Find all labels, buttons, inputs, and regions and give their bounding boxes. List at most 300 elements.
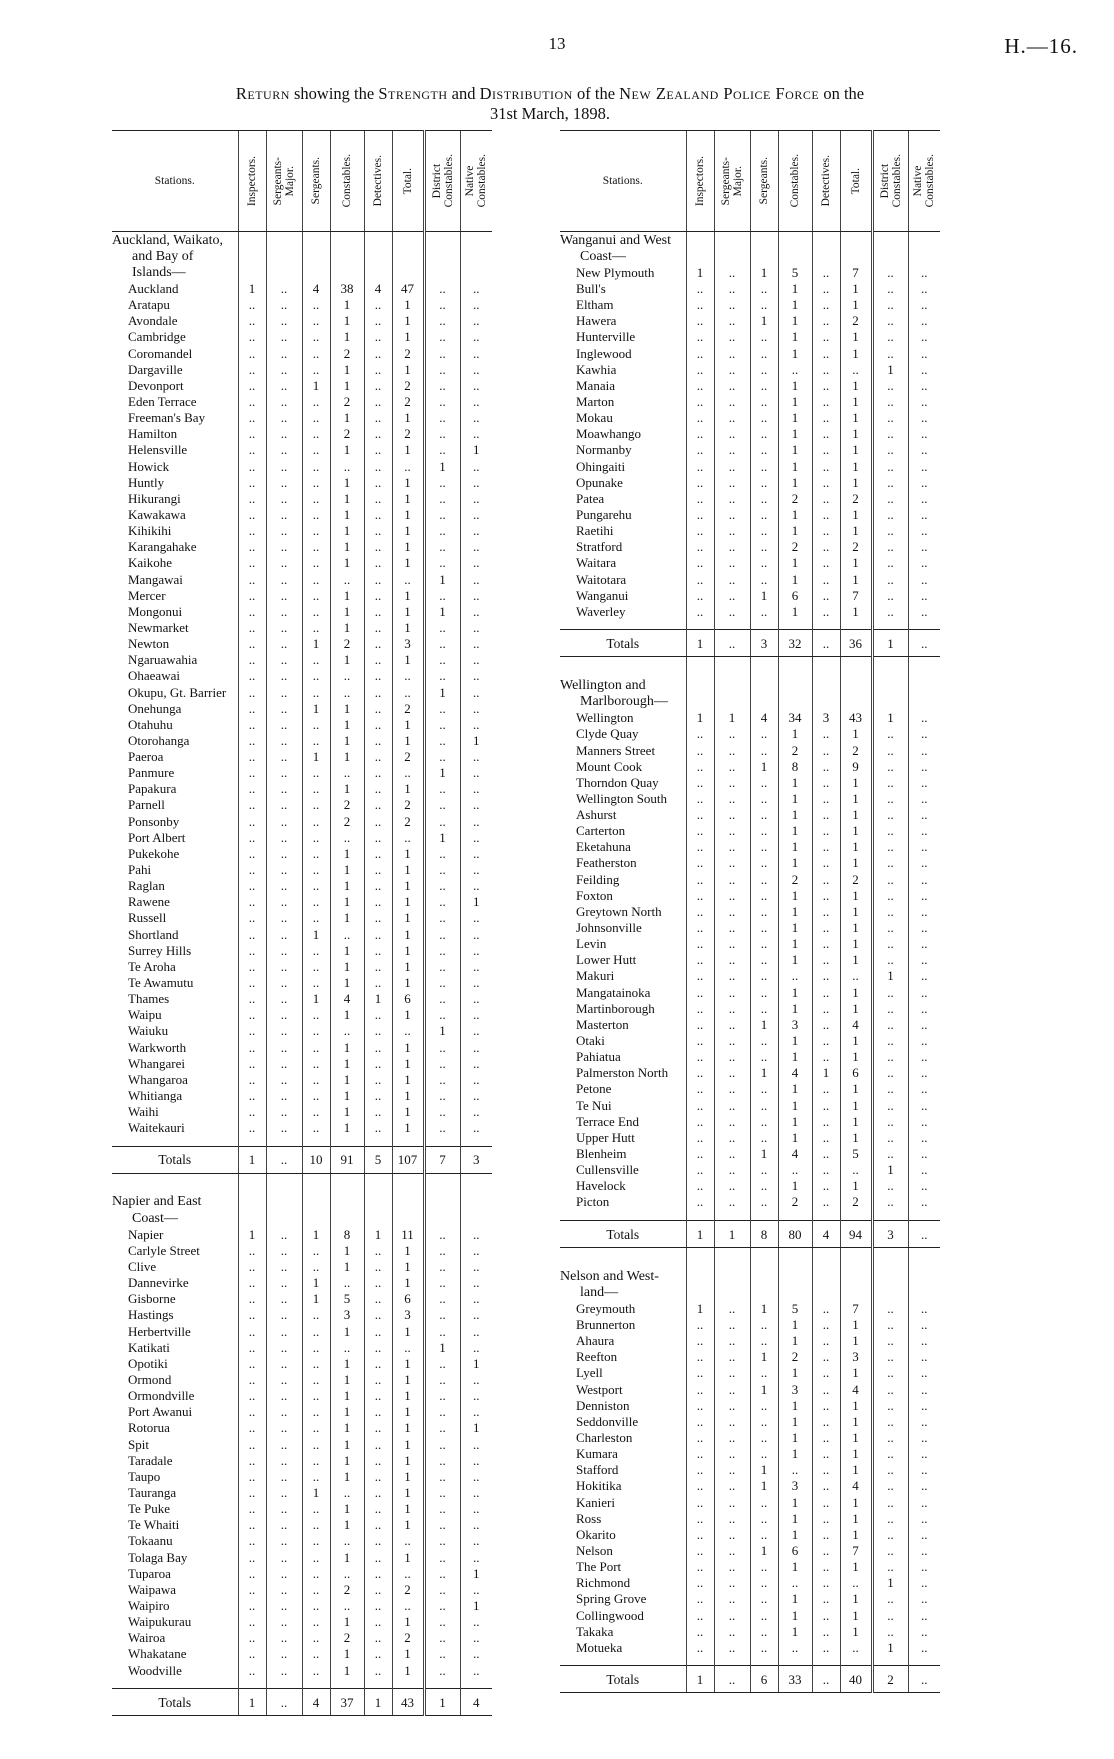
count-cell: 1 — [238, 280, 266, 296]
count-cell: .. — [460, 571, 492, 587]
station-name: Te Puke — [128, 1501, 171, 1517]
count-cell: 1 — [330, 732, 364, 748]
count-cell: .. — [266, 732, 302, 748]
count-cell: .. — [750, 726, 778, 742]
count-cell: .. — [460, 1339, 492, 1355]
count-cell: .. — [908, 839, 940, 855]
count-cell: .. — [812, 313, 840, 329]
count-cell: .. — [364, 732, 392, 748]
count-cell: .. — [364, 1484, 392, 1500]
count-cell: .. — [266, 1291, 302, 1307]
count-cell: .. — [686, 297, 714, 313]
count-cell: 1 — [330, 506, 364, 522]
count-cell: .. — [714, 587, 750, 603]
count-cell: 2 — [392, 345, 424, 361]
count-cell: .. — [424, 1517, 460, 1533]
count-cell: .. — [238, 1533, 266, 1549]
station-name: Whakatane — [128, 1646, 187, 1662]
count-cell: .. — [714, 1178, 750, 1194]
column-header-inspectors — [238, 131, 266, 232]
count-cell: .. — [686, 1000, 714, 1016]
group-heading-row — [560, 694, 940, 710]
count-cell: 2 — [392, 749, 424, 765]
count-cell: .. — [750, 603, 778, 619]
table-row — [560, 1016, 940, 1032]
blank-cell — [424, 232, 460, 249]
count-cell: .. — [686, 871, 714, 887]
station-name: Rawene — [128, 894, 170, 910]
station-name: Okupu, Gt. Barrier — [128, 684, 227, 700]
count-cell: .. — [872, 393, 908, 409]
count-cell: .. — [460, 1023, 492, 1039]
count-cell: .. — [424, 1226, 460, 1242]
count-cell: 1 — [330, 1323, 364, 1339]
table-row — [112, 587, 492, 603]
table-row — [560, 280, 940, 296]
station-name: Cullensville — [576, 1162, 639, 1178]
count-cell: .. — [812, 393, 840, 409]
count-cell: .. — [266, 926, 302, 942]
station-name: Te Awamutu — [128, 975, 194, 991]
count-cell: .. — [364, 1452, 392, 1468]
count-cell: .. — [908, 774, 940, 790]
count-cell: .. — [424, 910, 460, 926]
blank-cell — [392, 1194, 424, 1210]
count-cell: .. — [238, 1565, 266, 1581]
count-cell: 1 — [778, 426, 812, 442]
table-row — [560, 1349, 940, 1365]
table-row — [112, 313, 492, 329]
station-name: Takaka — [576, 1623, 614, 1639]
table-row — [112, 410, 492, 426]
table-row — [560, 823, 940, 839]
table-row — [112, 1662, 492, 1678]
count-cell: .. — [238, 539, 266, 555]
group-heading-row — [560, 1268, 940, 1284]
count-cell: .. — [908, 1381, 940, 1397]
count-cell: 1 — [392, 1087, 424, 1103]
table-row — [560, 758, 940, 774]
table-row — [112, 1055, 492, 1071]
count-cell: .. — [238, 377, 266, 393]
count-cell: 1 — [330, 410, 364, 426]
station-name: Manners Street — [576, 742, 656, 758]
station-name: Warkworth — [128, 1039, 187, 1055]
count-cell: .. — [686, 393, 714, 409]
count-cell: 1 — [778, 1178, 812, 1194]
count-cell: 1 — [778, 790, 812, 806]
count-cell: 1 — [840, 1494, 872, 1510]
table-row — [560, 313, 940, 329]
blank-cell — [686, 619, 714, 630]
station-name: Karangahake — [128, 539, 197, 555]
station-name: Westport — [576, 1381, 623, 1397]
count-cell: .. — [812, 984, 840, 1000]
count-cell: .. — [302, 845, 330, 861]
count-cell: .. — [908, 523, 940, 539]
count-cell: .. — [266, 974, 302, 990]
count-cell: .. — [424, 619, 460, 635]
station-name: Ohingaiti — [576, 458, 626, 474]
count-cell: .. — [364, 1565, 392, 1581]
count-cell: .. — [686, 474, 714, 490]
count-cell: .. — [302, 813, 330, 829]
table-row — [560, 1300, 940, 1316]
table-row — [560, 490, 940, 506]
group-heading-row — [560, 232, 940, 249]
group-heading-row — [560, 677, 940, 693]
table-row — [112, 1007, 492, 1023]
blank-cell — [714, 657, 750, 678]
count-cell: .. — [330, 1533, 364, 1549]
count-cell: .. — [302, 1533, 330, 1549]
count-cell: .. — [750, 1575, 778, 1591]
count-cell: 1 — [392, 974, 424, 990]
count-cell: .. — [812, 329, 840, 345]
count-cell: .. — [908, 1049, 940, 1065]
count-cell: 1 — [840, 410, 872, 426]
count-cell: .. — [364, 829, 392, 845]
count-cell: 2 — [392, 700, 424, 716]
count-cell: 1 — [778, 297, 812, 313]
count-cell: 1 — [872, 1639, 908, 1655]
count-cell: .. — [872, 952, 908, 968]
blank-cell — [686, 1210, 714, 1221]
count-cell: .. — [424, 555, 460, 571]
station-name: Huntly — [128, 474, 165, 490]
count-cell: 1 — [686, 1666, 714, 1693]
count-cell: .. — [364, 377, 392, 393]
count-cell: 1 — [840, 345, 872, 361]
count-cell: 1 — [392, 1468, 424, 1484]
table-row — [560, 968, 940, 984]
count-cell: .. — [364, 749, 392, 765]
column-header-detectives — [364, 131, 392, 232]
count-cell: .. — [812, 790, 840, 806]
count-cell: .. — [238, 442, 266, 458]
count-cell: .. — [266, 1614, 302, 1630]
count-cell: 1 — [392, 878, 424, 894]
station-name: Cambridge — [128, 329, 186, 345]
count-cell: .. — [424, 1323, 460, 1339]
table-row — [560, 1194, 940, 1210]
count-cell: .. — [424, 1104, 460, 1120]
count-cell: .. — [460, 393, 492, 409]
table-row — [112, 393, 492, 409]
group-heading: Auckland, Waikato, — [112, 232, 223, 248]
station-name: Coromandel — [128, 345, 193, 361]
table-row — [112, 765, 492, 781]
count-cell: .. — [424, 732, 460, 748]
blank-cell — [840, 694, 872, 710]
count-cell: 2 — [840, 490, 872, 506]
count-cell: .. — [812, 726, 840, 742]
blank-cell — [686, 232, 714, 249]
station-name: Spit — [128, 1436, 149, 1452]
count-cell: 1 — [840, 936, 872, 952]
count-cell: .. — [908, 1162, 940, 1178]
count-cell: 1 — [778, 377, 812, 393]
count-cell: .. — [872, 1559, 908, 1575]
count-cell: .. — [364, 700, 392, 716]
station-name: Kaikohe — [128, 555, 173, 571]
count-cell: .. — [812, 442, 840, 458]
title-word: Return — [235, 84, 290, 103]
count-cell: .. — [238, 878, 266, 894]
count-cell: .. — [908, 1575, 940, 1591]
station-name: Wellington South — [576, 790, 668, 806]
count-cell: .. — [266, 1146, 302, 1173]
count-cell: .. — [364, 1007, 392, 1023]
count-cell: 1 — [392, 539, 424, 555]
count-cell: .. — [424, 1420, 460, 1436]
count-cell: .. — [714, 1639, 750, 1655]
count-cell: .. — [302, 894, 330, 910]
count-cell: .. — [908, 280, 940, 296]
count-cell: 2 — [840, 871, 872, 887]
count-cell: .. — [812, 1397, 840, 1413]
count-cell: 2 — [778, 1349, 812, 1365]
table-body — [112, 232, 492, 1716]
count-cell: 4 — [840, 1478, 872, 1494]
table-row — [560, 871, 940, 887]
count-cell: .. — [364, 410, 392, 426]
count-cell: .. — [266, 1646, 302, 1662]
count-cell: .. — [238, 797, 266, 813]
count-cell: 1 — [392, 1120, 424, 1136]
count-cell: .. — [266, 1597, 302, 1613]
count-cell: .. — [750, 377, 778, 393]
count-cell: 6 — [778, 587, 812, 603]
count-cell: .. — [872, 807, 908, 823]
blank-cell — [750, 619, 778, 630]
count-cell: 1 — [714, 1221, 750, 1248]
column-header-native-constables — [460, 131, 492, 232]
count-cell: .. — [460, 313, 492, 329]
count-cell: 1 — [750, 758, 778, 774]
blank-cell — [302, 232, 330, 249]
count-cell: .. — [364, 523, 392, 539]
count-cell: 43 — [392, 1689, 424, 1716]
spacer-row — [112, 1136, 492, 1147]
table-row — [112, 1039, 492, 1055]
count-cell: 1 — [238, 1689, 266, 1716]
count-cell: .. — [238, 458, 266, 474]
count-cell: .. — [812, 410, 840, 426]
blank-cell — [364, 264, 392, 280]
count-cell: .. — [908, 1097, 940, 1113]
count-cell: .. — [392, 458, 424, 474]
count-cell: .. — [872, 474, 908, 490]
station-name: Totals — [560, 1666, 686, 1693]
blank-cell — [908, 248, 940, 264]
blank-cell — [840, 619, 872, 630]
station-name: Totals — [112, 1689, 238, 1716]
count-cell: .. — [330, 1484, 364, 1500]
count-cell: .. — [302, 861, 330, 877]
count-cell: .. — [238, 603, 266, 619]
count-cell: 1 — [330, 1517, 364, 1533]
count-cell: .. — [460, 958, 492, 974]
count-cell: .. — [302, 1565, 330, 1581]
count-cell: .. — [686, 571, 714, 587]
count-cell: .. — [908, 297, 940, 313]
count-cell: .. — [750, 345, 778, 361]
count-cell: 1 — [778, 345, 812, 361]
count-cell: .. — [460, 797, 492, 813]
count-cell: .. — [908, 474, 940, 490]
table-row — [112, 749, 492, 765]
blank-cell — [364, 232, 392, 249]
count-cell: 1 — [778, 855, 812, 871]
station-name: Inglewood — [576, 345, 632, 361]
table-row — [112, 280, 492, 296]
count-cell: .. — [812, 823, 840, 839]
blank-cell — [686, 694, 714, 710]
count-cell: .. — [266, 426, 302, 442]
count-cell: 1 — [330, 1646, 364, 1662]
count-cell: .. — [424, 1388, 460, 1404]
count-cell: .. — [364, 652, 392, 668]
count-cell: 1 — [392, 1646, 424, 1662]
count-cell: 1 — [392, 781, 424, 797]
count-cell: .. — [392, 1597, 424, 1613]
count-cell: .. — [460, 1242, 492, 1258]
table-row — [112, 571, 492, 587]
count-cell: 1 — [686, 630, 714, 657]
count-cell: .. — [424, 716, 460, 732]
count-cell: .. — [872, 1494, 908, 1510]
count-cell: .. — [872, 329, 908, 345]
blank-cell — [872, 1655, 908, 1666]
group-heading: Coast— — [580, 248, 626, 264]
count-cell: .. — [750, 1113, 778, 1129]
count-cell: 1 — [302, 636, 330, 652]
count-cell: .. — [812, 1000, 840, 1016]
count-cell: 1 — [392, 1662, 424, 1678]
blank-cell — [812, 1210, 840, 1221]
blank-cell — [778, 1655, 812, 1666]
column-header-native-constables — [908, 131, 940, 232]
count-cell: .. — [238, 1614, 266, 1630]
count-cell: 1 — [840, 1591, 872, 1607]
count-cell: 1 — [392, 555, 424, 571]
count-cell: .. — [750, 1607, 778, 1623]
count-cell: .. — [872, 442, 908, 458]
count-cell: 1 — [330, 1436, 364, 1452]
count-cell: 1 — [392, 1275, 424, 1291]
count-cell: .. — [266, 1226, 302, 1242]
count-cell: 1 — [872, 630, 908, 657]
blank-cell — [840, 1268, 872, 1284]
table-row — [560, 345, 940, 361]
station-name: Otahuhu — [128, 716, 173, 732]
count-cell: .. — [266, 1023, 302, 1039]
blank-cell — [840, 248, 872, 264]
count-cell: 2 — [840, 539, 872, 555]
count-cell: .. — [686, 555, 714, 571]
table-row — [560, 555, 940, 571]
station-name: Carterton — [576, 823, 626, 839]
count-cell: .. — [266, 313, 302, 329]
count-cell: .. — [424, 1501, 460, 1517]
blank-cell — [778, 677, 812, 693]
table-row — [560, 1162, 940, 1178]
count-cell: .. — [364, 426, 392, 442]
table-row — [112, 345, 492, 361]
station-name: Feilding — [576, 871, 620, 887]
table-row — [112, 861, 492, 877]
count-cell: 1 — [840, 807, 872, 823]
count-cell: .. — [302, 1071, 330, 1087]
count-cell: .. — [714, 603, 750, 619]
blank-cell — [392, 1173, 424, 1194]
count-cell: .. — [266, 1420, 302, 1436]
station-name: Mangawai — [128, 571, 183, 587]
station-name: Mongonui — [128, 603, 183, 619]
station-name: Taupo — [128, 1468, 161, 1484]
count-cell: .. — [812, 1049, 840, 1065]
blank-cell — [460, 1136, 492, 1147]
count-cell: 107 — [392, 1146, 424, 1173]
count-cell: 1 — [330, 329, 364, 345]
count-cell: .. — [238, 1549, 266, 1565]
count-cell: 1 — [392, 297, 424, 313]
count-cell: .. — [750, 871, 778, 887]
count-cell: .. — [750, 774, 778, 790]
blank-cell — [872, 677, 908, 693]
count-cell: .. — [714, 1097, 750, 1113]
table-row — [560, 1462, 940, 1478]
count-cell: .. — [330, 829, 364, 845]
count-cell: .. — [424, 1662, 460, 1678]
count-cell: .. — [364, 1242, 392, 1258]
station-name: Newmarket — [128, 619, 189, 635]
count-cell: .. — [686, 1016, 714, 1032]
station-name: Hamilton — [128, 426, 178, 442]
count-cell: .. — [424, 1484, 460, 1500]
count-cell: 1 — [840, 280, 872, 296]
count-cell: .. — [714, 1049, 750, 1065]
table-row — [112, 329, 492, 345]
count-cell: 3 — [872, 1221, 908, 1248]
count-cell: .. — [908, 393, 940, 409]
count-cell: 2 — [778, 539, 812, 555]
count-cell: 1 — [778, 774, 812, 790]
count-cell: .. — [686, 936, 714, 952]
table-row — [112, 652, 492, 668]
count-cell: .. — [872, 523, 908, 539]
count-cell: .. — [238, 668, 266, 684]
count-cell: .. — [908, 952, 940, 968]
blank-cell — [330, 232, 364, 249]
count-cell: .. — [750, 297, 778, 313]
count-cell: .. — [424, 1468, 460, 1484]
count-cell: 1 — [392, 603, 424, 619]
count-cell: .. — [872, 506, 908, 522]
table-row — [560, 1129, 940, 1145]
station-name: Parnell — [128, 797, 165, 813]
blank-cell — [714, 1268, 750, 1284]
count-cell: .. — [238, 700, 266, 716]
count-cell: .. — [812, 1429, 840, 1445]
count-cell: 4 — [330, 991, 364, 1007]
count-cell: .. — [460, 829, 492, 845]
count-cell: .. — [238, 1420, 266, 1436]
count-cell: .. — [238, 474, 266, 490]
table-row — [112, 942, 492, 958]
count-cell: .. — [714, 442, 750, 458]
